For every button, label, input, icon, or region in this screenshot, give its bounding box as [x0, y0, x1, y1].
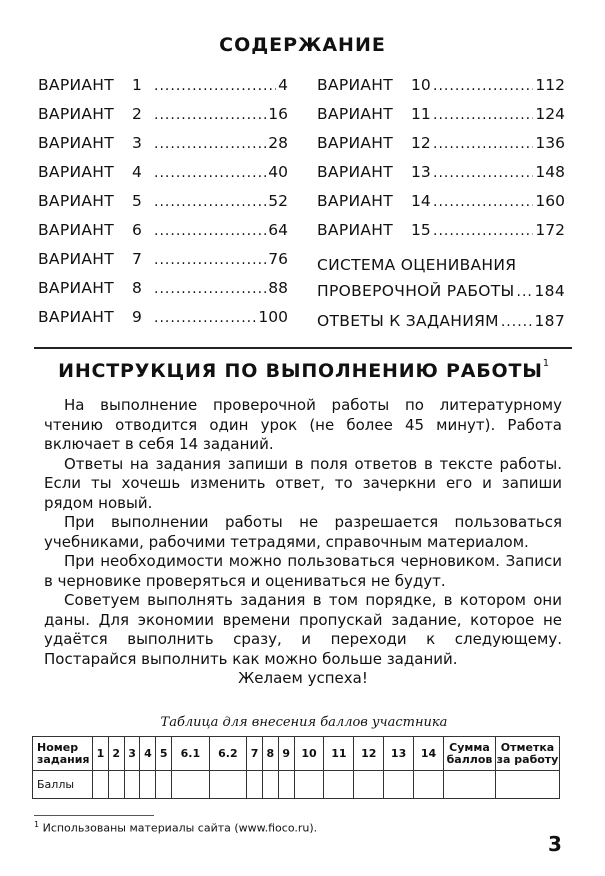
- toc-entry: [38, 221, 288, 250]
- toc-page-number: 187: [534, 312, 565, 330]
- toc-variant-number: 13: [411, 163, 431, 181]
- toc-leader-dots: [501, 314, 533, 330]
- toc-page-number: 112: [535, 76, 565, 94]
- toc-leader-dots: [433, 78, 533, 94]
- task-number-cell: 6.1: [172, 737, 210, 771]
- toc-page-number: 52: [268, 192, 288, 210]
- toc-right-column: [317, 76, 565, 338]
- footnote-mark: 1: [34, 820, 40, 829]
- toc-variant-label: ВАРИАНТ: [38, 250, 115, 268]
- toc-entry: [38, 250, 288, 279]
- footnote: [34, 820, 317, 835]
- instructions-body: [44, 396, 562, 689]
- task-number-cell: 9: [278, 737, 294, 771]
- toc-page-number: 76: [268, 250, 288, 268]
- toc-leader-dots: [433, 194, 533, 210]
- toc-title: СОДЕРЖАНИЕ: [219, 34, 386, 56]
- toc-entry: [317, 105, 565, 134]
- page-number: 3: [548, 832, 562, 856]
- toc-leader-dots: [154, 78, 276, 94]
- toc-system-line2-text: ПРОВЕРОЧНОЙ РАБОТЫ: [317, 282, 515, 300]
- toc-variant-label: ВАРИАНТ: [38, 76, 115, 94]
- task-number-cell: 3: [124, 737, 140, 771]
- toc-variant-number: 14: [411, 192, 431, 210]
- toc-page-number: 4: [278, 76, 288, 94]
- toc-variant-number: 12: [411, 134, 431, 152]
- toc-variant-number: 3: [132, 134, 142, 152]
- row-header-label: Номер задания: [33, 737, 93, 771]
- toc-page-number: 40: [268, 163, 288, 181]
- score-cell: [124, 771, 140, 799]
- task-number-cell: 1: [93, 737, 109, 771]
- toc-entry: [38, 192, 288, 221]
- toc-page-number: 172: [535, 221, 565, 239]
- toc-variant-number: 1: [132, 76, 142, 94]
- score-cell: [354, 771, 384, 799]
- toc-leader-dots: [154, 165, 266, 181]
- score-table-header-row: [33, 737, 560, 771]
- toc-system-line2: [317, 282, 565, 308]
- toc-variant-number: 9: [132, 308, 142, 326]
- toc-variant-label: ВАРИАНТ: [38, 308, 115, 326]
- toc-system-line1: [317, 256, 565, 282]
- toc-page-number: 88: [268, 279, 288, 297]
- toc-variant-number: 15: [411, 221, 431, 239]
- instruction-paragraph: При необходимости можно пользоваться черновиком. Записи в черновике проверяться и оцениваться не будут.: [44, 552, 562, 590]
- toc-leader-dots: [433, 107, 533, 123]
- toc-leader-dots: [154, 223, 266, 239]
- toc-variant-label: ВАРИАНТ: [317, 105, 394, 123]
- toc-variant-label: ВАРИАНТ: [38, 221, 115, 239]
- instruction-paragraph: Ответы на задания запиши в поля ответов в тексте работы. Если ты хочешь изменить ответ, то зачеркни его и запиши рядом новый.: [44, 454, 562, 512]
- task-number-cell: 14: [414, 737, 444, 771]
- task-number-cell: 2: [108, 737, 124, 771]
- toc-variant-label: ВАРИАНТ: [38, 105, 115, 123]
- toc-variant-label: ВАРИАНТ: [38, 279, 115, 297]
- toc-leader-dots: [433, 223, 533, 239]
- score-cell: [93, 771, 109, 799]
- instructions-title: [34, 360, 574, 382]
- toc-variant-number: 6: [132, 221, 142, 239]
- mark-label-cell: Отметка за работу: [496, 737, 560, 771]
- toc-answers-entry: [317, 312, 565, 338]
- toc-variant-label: ВАРИАНТ: [317, 134, 394, 152]
- task-number-cell: 12: [354, 737, 384, 771]
- toc-variant-number: 5: [132, 192, 142, 210]
- task-number-cell: 11: [324, 737, 354, 771]
- toc-entry: [38, 105, 288, 134]
- toc-entry: [317, 163, 565, 192]
- toc-page-number: 148: [535, 163, 565, 181]
- toc-leader-dots: [154, 136, 266, 152]
- toc-page-number: 184: [534, 282, 565, 300]
- toc-page-number: 124: [535, 105, 565, 123]
- instructions-title-text: ИНСТРУКЦИЯ ПО ВЫПОЛНЕНИЮ РАБОТЫ: [58, 360, 543, 382]
- closing-wish: Желаем успеха!: [238, 669, 368, 687]
- toc-variant-label: ВАРИАНТ: [317, 163, 394, 181]
- toc-entry: [317, 134, 565, 163]
- score-cell: [294, 771, 324, 799]
- sum-label-cell: Сумма баллов: [444, 737, 496, 771]
- instruction-paragraph: На выполнение проверочной работы по литературному чтению отводится один урок (не более 45 минут). Работа включает в себя 14 заданий.: [44, 396, 562, 453]
- footnote-rule: [34, 815, 154, 816]
- toc-variant-label: ВАРИАНТ: [317, 76, 394, 94]
- score-cell: [140, 771, 156, 799]
- task-number-cell: 4: [140, 737, 156, 771]
- score-cell: [324, 771, 354, 799]
- scores-label: Баллы: [33, 771, 93, 799]
- toc-page-number: 160: [535, 192, 565, 210]
- toc-leader-dots: [154, 194, 266, 210]
- toc-entry: [317, 76, 565, 105]
- toc-leader-dots: [433, 165, 533, 181]
- section-divider: [34, 347, 572, 349]
- task-number-cell: 10: [294, 737, 324, 771]
- toc-page-number: 16: [268, 105, 288, 123]
- toc-entry: [38, 279, 288, 308]
- footnote-ref: 1: [542, 358, 550, 369]
- toc-left-column: [38, 76, 288, 337]
- toc-entry: [317, 221, 565, 250]
- toc-page-number: 64: [268, 221, 288, 239]
- score-cell: [172, 771, 210, 799]
- toc-leader-dots: [154, 107, 266, 123]
- toc-entry: [38, 163, 288, 192]
- toc-variant-number: 4: [132, 163, 142, 181]
- score-cell: [247, 771, 263, 799]
- toc-variant-label: ВАРИАНТ: [317, 192, 394, 210]
- toc-page-number: 28: [268, 134, 288, 152]
- toc-variant-number: 8: [132, 279, 142, 297]
- toc-leader-dots: [433, 136, 533, 152]
- toc-variant-number: 2: [132, 105, 142, 123]
- score-cell: [108, 771, 124, 799]
- score-cell: [278, 771, 294, 799]
- mark-cell: [496, 771, 560, 799]
- score-cell: [414, 771, 444, 799]
- instruction-paragraph: При выполнении работы не разрешается пользоваться учебниками, рабочими тетрадями, справочным материалом.: [44, 513, 562, 551]
- task-number-cell: 6.2: [209, 737, 247, 771]
- toc-entry: [38, 308, 288, 337]
- toc-page-number: 136: [535, 134, 565, 152]
- score-cell: [209, 771, 247, 799]
- instruction-paragraph: Советуем выполнять задания в том порядке, в котором они даны. Для экономии времени пропускай задание, которое не удаётся выполнить сразу, и переходи к следующему. Постарайся выполнить как можно больше заданий.: [44, 591, 562, 668]
- score-cell: [156, 771, 172, 799]
- toc-entry: [38, 76, 288, 105]
- score-table-values-row: [33, 771, 560, 799]
- toc-answers-label: ОТВЕТЫ К ЗАДАНИЯМ: [317, 312, 499, 330]
- toc-system-line1-text: СИСТЕМА ОЦЕНИВАНИЯ: [317, 256, 517, 274]
- toc-page-number: 100: [258, 308, 288, 326]
- footnote-text: Использованы материалы сайта (www.fioco.ru).: [42, 821, 318, 835]
- toc-leader-dots: [154, 310, 256, 326]
- score-cell: [384, 771, 414, 799]
- toc-entry: [38, 134, 288, 163]
- toc-variant-number: 7: [132, 250, 142, 268]
- task-number-cell: 8: [262, 737, 278, 771]
- toc-variant-number: 11: [411, 105, 431, 123]
- score-table-caption: Таблица для внесения баллов участника: [160, 715, 448, 730]
- sum-cell: [444, 771, 496, 799]
- toc-leader-dots: [154, 281, 266, 297]
- task-number-cell: 7: [247, 737, 263, 771]
- score-cell: [262, 771, 278, 799]
- toc-variant-number: 10: [411, 76, 431, 94]
- toc-variant-label: ВАРИАНТ: [38, 134, 115, 152]
- toc-leader-dots: [154, 252, 266, 268]
- toc-variant-label: ВАРИАНТ: [38, 163, 115, 181]
- task-number-cell: 13: [384, 737, 414, 771]
- toc-leader-dots: [517, 284, 533, 300]
- task-number-cell: 5: [156, 737, 172, 771]
- score-table: [32, 736, 560, 799]
- toc-entry: [317, 192, 565, 221]
- toc-variant-label: ВАРИАНТ: [38, 192, 115, 210]
- toc-variant-label: ВАРИАНТ: [317, 221, 394, 239]
